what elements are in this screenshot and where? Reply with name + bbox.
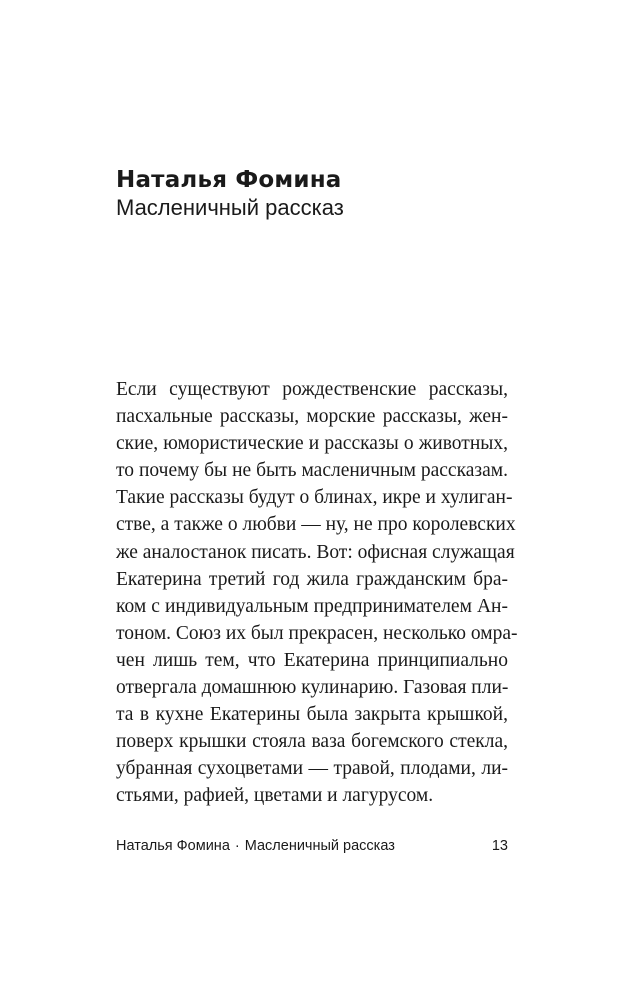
text-line: ком с индивидуальным предпринимателем Ан- (116, 595, 508, 617)
text-line: Екатерина третий год жила гражданским бра- (116, 568, 508, 590)
text-line: Такие рассказы будут о блинах, икре и хулиган- (116, 487, 513, 509)
text-line: убранная сухоцветами — травой, плодами, ли- (116, 758, 508, 780)
body-text (116, 376, 518, 810)
text-line: же аналостанок писать. Вот: офисная служащая (116, 541, 515, 563)
author-name: Наталья Фомина (116, 167, 342, 193)
text-line: чен лишь тем, что Екатерина принципиально (116, 649, 508, 671)
text-line: пасхальные рассказы, морские рассказы, жен- (116, 406, 508, 428)
footer-separator: · (234, 838, 240, 854)
text-line: тоном. Союз их был прекрасен, несколько омра- (116, 622, 518, 644)
running-footer (116, 836, 395, 856)
footer-author: Наталья Фомина (116, 838, 230, 854)
text-line: Если существуют рождественские рассказы, (116, 379, 508, 400)
footer-title: Масленичный рассказ (244, 838, 395, 854)
text-line: стьями, рафией, цветами и лагурусом. (116, 785, 434, 807)
text-line: стве, а также о любви — ну, не про королевских (116, 514, 516, 536)
page-number: 13 (491, 838, 508, 854)
story-title: Масленичный рассказ (116, 195, 344, 220)
text-line: ские, юмористические и рассказы о животных, (116, 433, 508, 455)
text-line: отвергала домашнюю кулинарию. Газовая пли- (116, 677, 509, 699)
text-line: поверх крышки стояла ваза богемского стекла, (116, 731, 508, 753)
text-line: то почему бы не быть масленичным рассказам. (116, 460, 508, 482)
text-line: та в кухне Екатерины была закрыта крышкой, (116, 704, 508, 726)
